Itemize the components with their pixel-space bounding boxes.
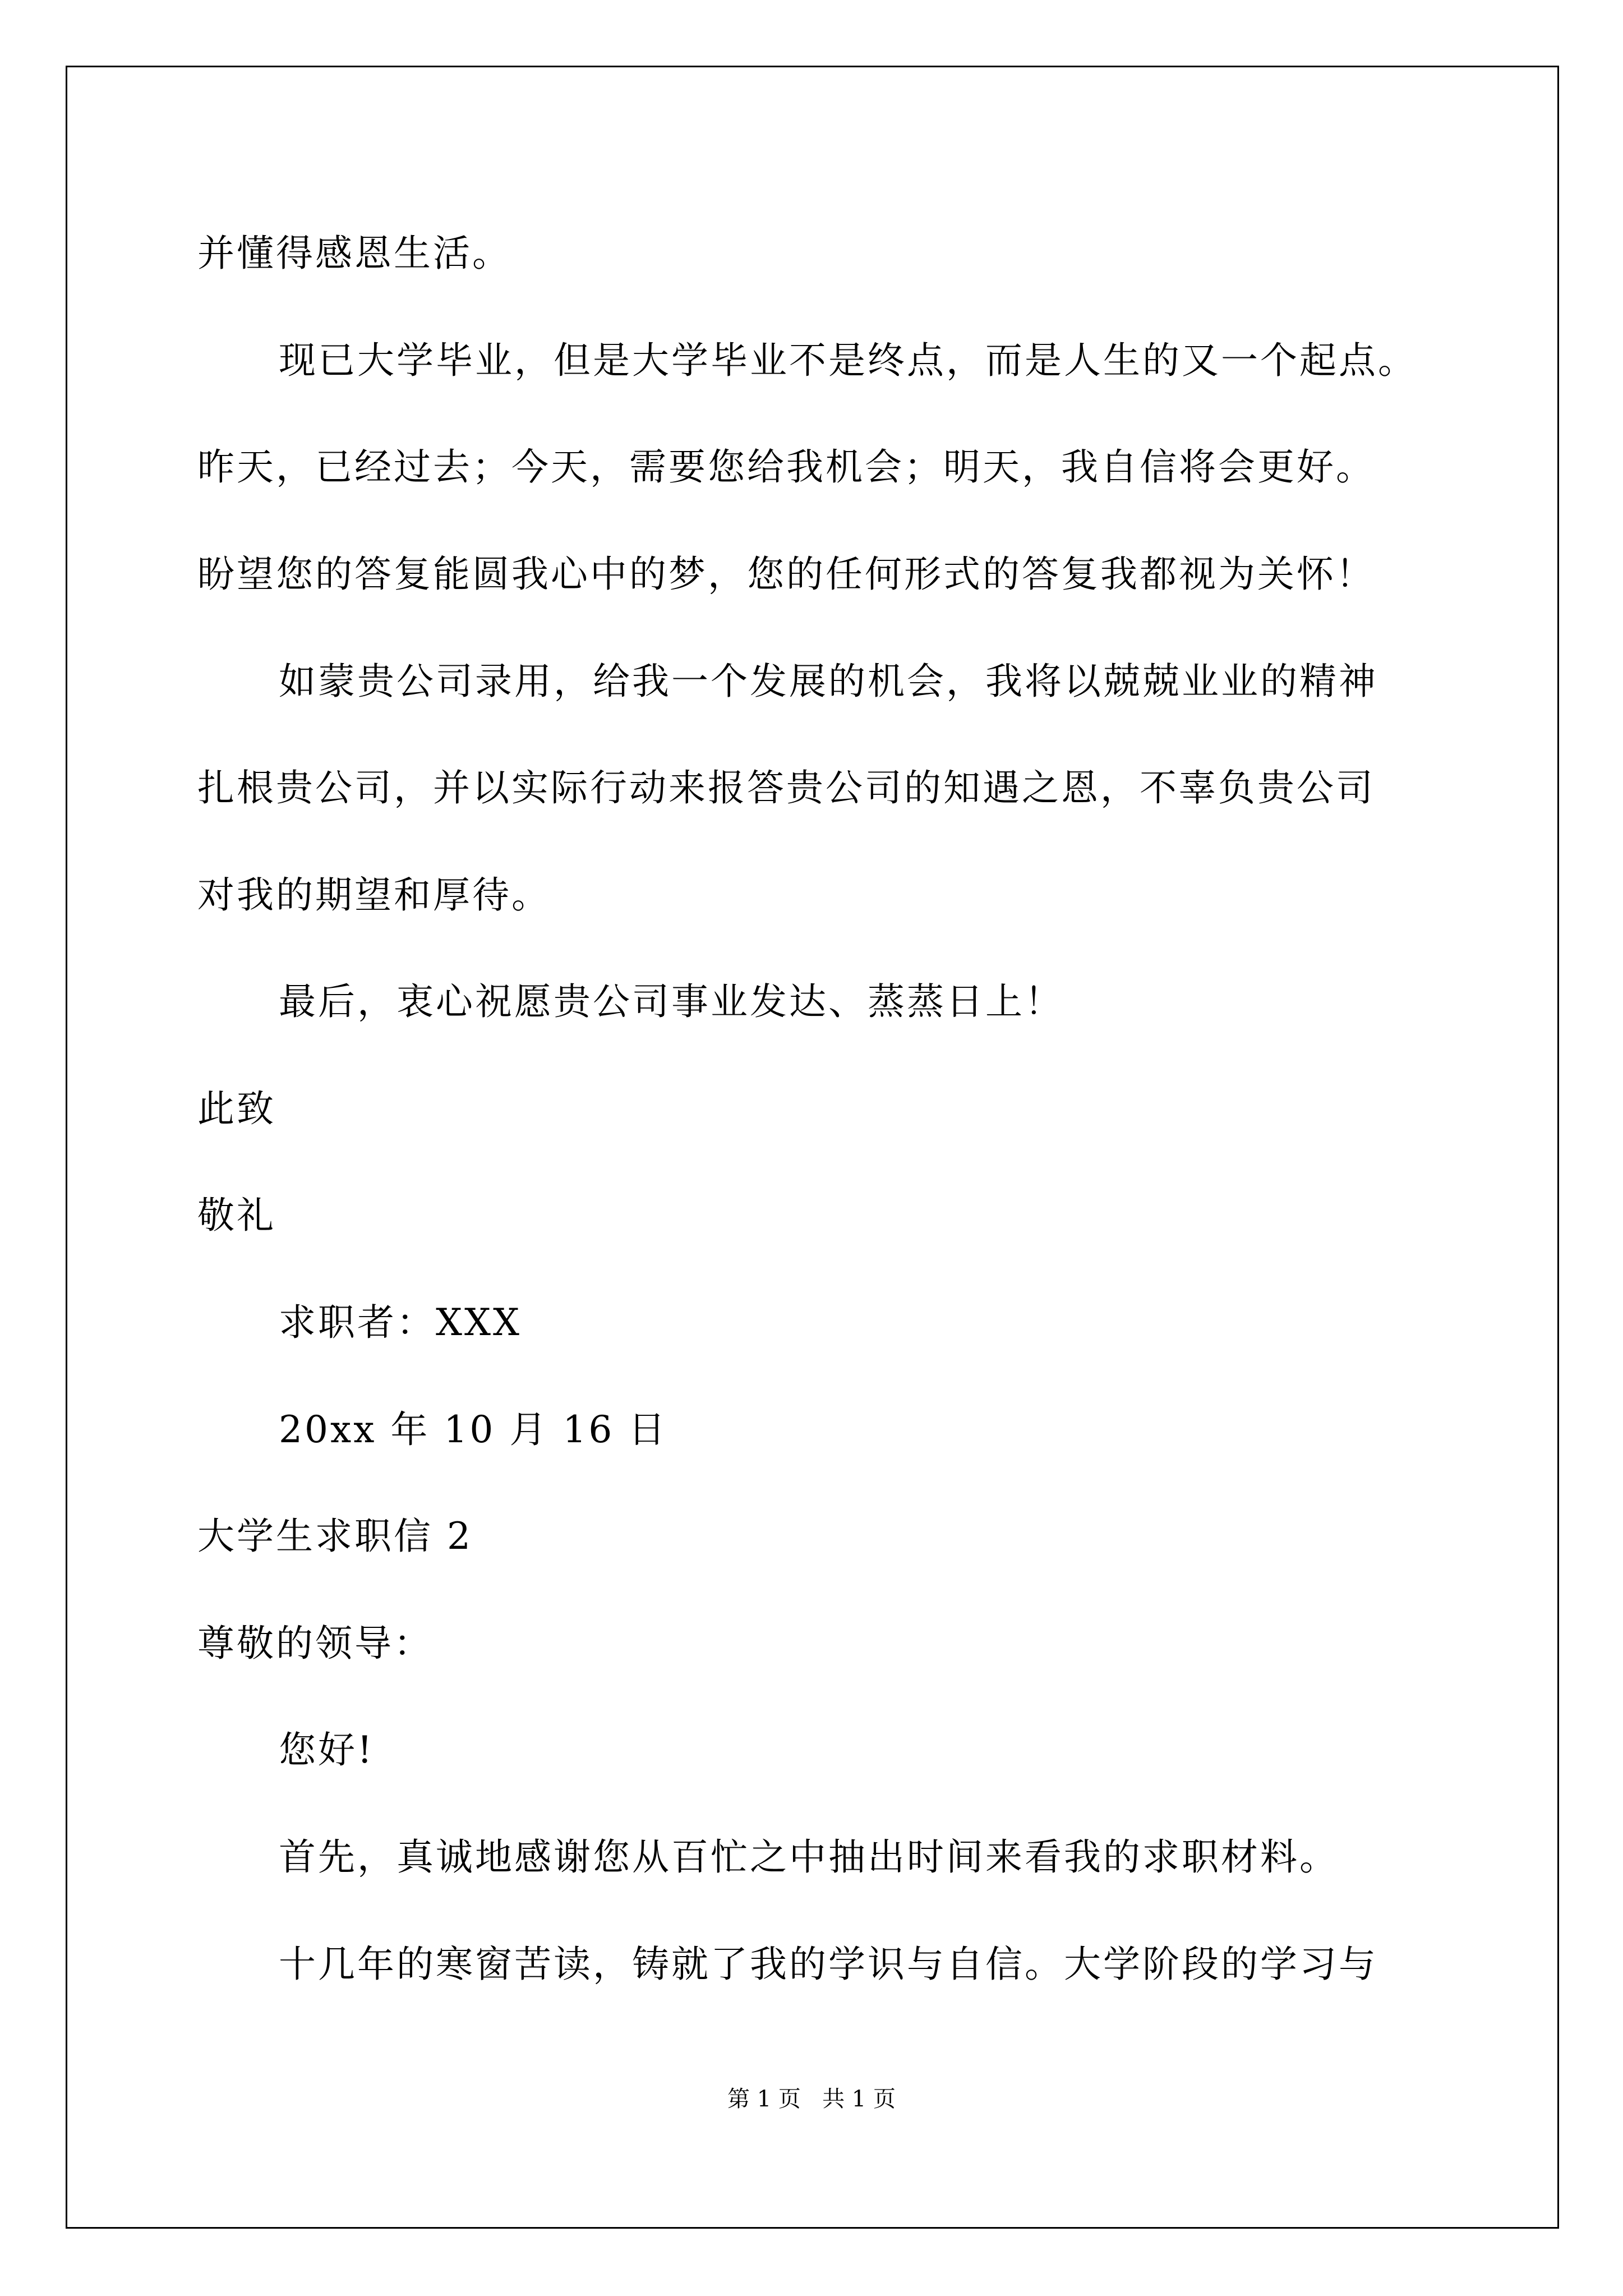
section-title: 大学生求职信 2 <box>197 1515 473 1558</box>
date-line: 20xx 年 10 月 16 日 <box>279 1408 668 1451</box>
addressee-line: 尊敬的领导： <box>197 1622 433 1665</box>
page-footer: 第 1 页 共 1 页 <box>727 2086 896 2112</box>
text-line-5: 如蒙贵公司录用，给我一个发展的机会，我将以兢兢业业的精神 <box>279 660 1378 703</box>
salutation-jingli: 敬礼 <box>197 1194 276 1237</box>
text-line-8: 最后，衷心祝愿贵公司事业发达、蒸蒸日上！ <box>279 980 1064 1023</box>
text-line-16: 首先，真诚地感谢您从百忙之中抽出时间来看我的求职材料。 <box>279 1835 1339 1879</box>
text-line-17: 十几年的寒窗苦读，铸就了我的学识与自信。大学阶段的学习与 <box>279 1943 1378 1986</box>
text-line-6: 扎根贵公司，并以实际行动来报答贵公司的知遇之恩，不辜负贵公司 <box>197 766 1375 809</box>
text-line-4: 盼望您的答复能圆我心中的梦，您的任何形式的答复我都视为关怀！ <box>197 553 1375 596</box>
text-line-2: 现已大学毕业，但是大学毕业不是终点，而是人生的又一个起点。 <box>279 339 1417 382</box>
signature-line: 求职者：XXX <box>279 1301 522 1344</box>
text-line-7: 对我的期望和厚待。 <box>197 873 551 917</box>
text-line-3: 昨天，已经过去；今天，需要您给我机会；明天，我自信将会更好。 <box>197 445 1375 489</box>
text-line-1: 并懂得感恩生活。 <box>197 232 511 275</box>
page-border <box>66 66 1559 2229</box>
greeting-line: 您好! <box>279 1728 375 1772</box>
salutation-cizhi: 此致 <box>197 1087 276 1130</box>
